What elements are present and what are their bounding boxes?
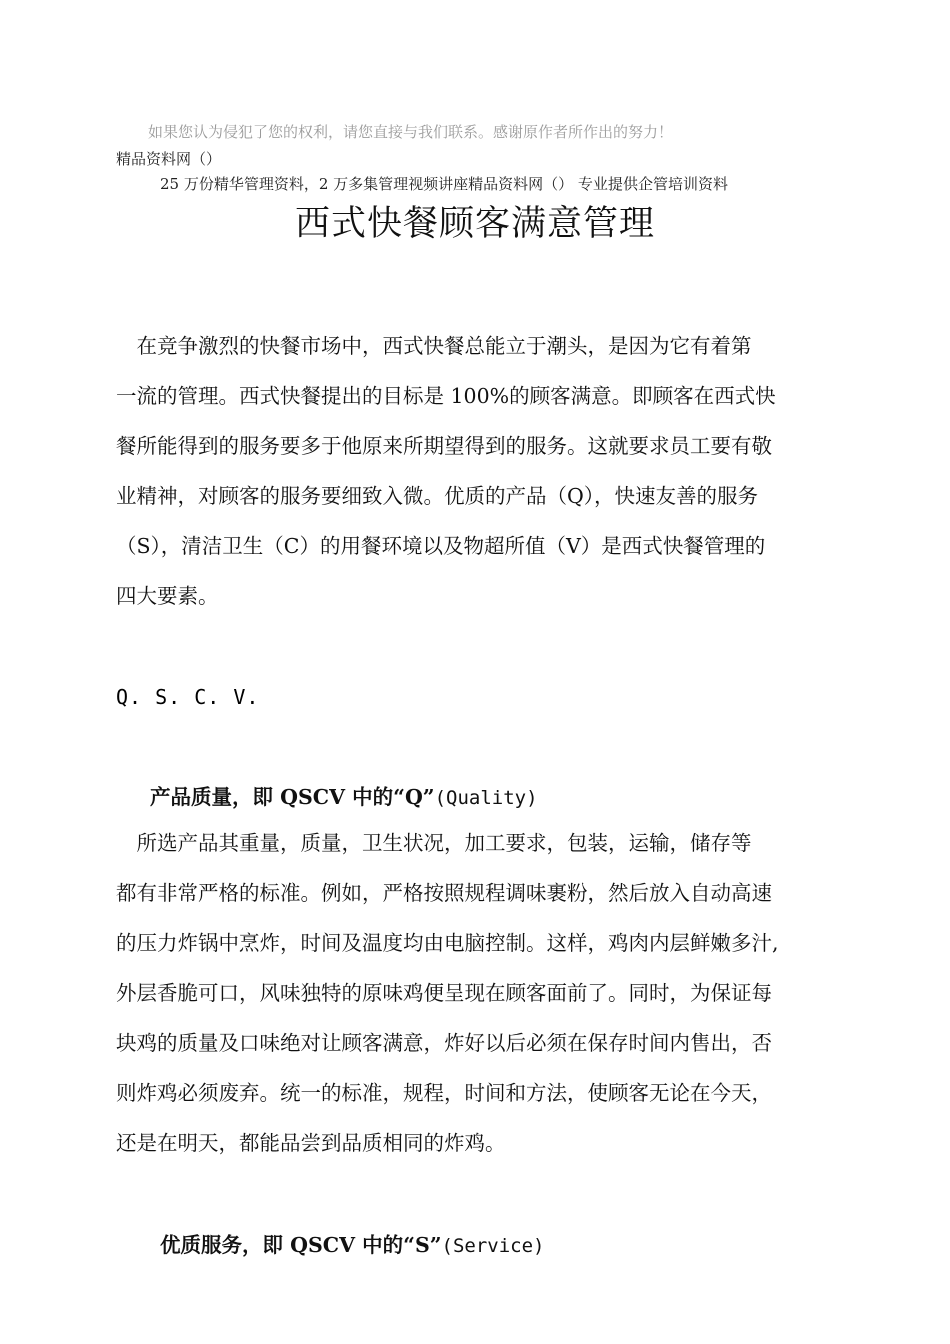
paragraph-line: 业精神，对顾客的服务要细致入微。优质的产品（Q），快速友善的服务 — [116, 484, 759, 508]
paragraph-line: 在竞争激烈的快餐市场中，西式快餐总能立于潮头，是因为它有着第 — [116, 334, 752, 358]
paragraph-line: 餐所能得到的服务要多于他原来所期望得到的服务。这就要求员工要有敬 — [116, 434, 772, 458]
section-heading-service — [160, 1228, 545, 1258]
paragraph-line: 的压力炸锅中烹炸，时间及温度均由电脑控制。这样，鸡肉内层鲜嫩多汁, — [116, 931, 779, 955]
paragraph-line: 一流的管理。西式快餐提出的目标是 100%的顾客满意。即顾客在西式快 — [116, 384, 776, 408]
disclaimer-text: 如果您认为侵犯了您的权利，请您直接与我们联系。感谢原作者所作出的努力！ — [148, 123, 674, 141]
paragraph-line: 块鸡的质量及口味绝对让顾客满意，炸好以后必须在保存时间内售出，否 — [116, 1031, 772, 1055]
document-title: 西式快餐顾客满意管理 — [294, 204, 655, 244]
paragraph-line: （S），清洁卫生（C）的用餐环境以及物超所值（V）是西式快餐管理的 — [116, 534, 766, 558]
paragraph-line: 所选产品其重量，质量，卫生状况，加工要求，包装，运输，储存等 — [116, 831, 752, 855]
section-heading-english: (Quality) — [434, 787, 538, 809]
site-tagline: 25 万份精华管理资料，2 万多集管理视频讲座精品资料网（） 专业提供企管培训资料 — [160, 175, 728, 193]
intro-paragraph — [116, 321, 840, 621]
paragraph-line: 则炸鸡必须废弃。统一的标准，规程，时间和方法，使顾客无论在今天， — [116, 1081, 772, 1105]
paragraph-line: 还是在明天，都能品尝到品质相同的炸鸡。 — [116, 1131, 506, 1155]
paragraph-line: 都有非常严格的标准。例如，严格按照规程调味裹粉，然后放入自动高速 — [116, 881, 772, 905]
paragraph-line: 外层香脆可口，风味独特的原味鸡便呈现在顾客面前了。同时，为保证每 — [116, 981, 772, 1005]
section-heading-english: (Service) — [441, 1235, 545, 1257]
section-heading-quality — [150, 780, 538, 810]
section-heading-text: 产品质量，即 QSCV 中的“Q” — [150, 785, 435, 809]
qscv-heading: Q. S. C. V. — [116, 685, 260, 709]
paragraph-line: 四大要素。 — [116, 584, 219, 608]
section-heading-text: 优质服务，即 QSCV 中的“S” — [160, 1233, 442, 1257]
quality-paragraph — [116, 818, 840, 1168]
site-name: 精品资料网（） — [116, 150, 222, 168]
